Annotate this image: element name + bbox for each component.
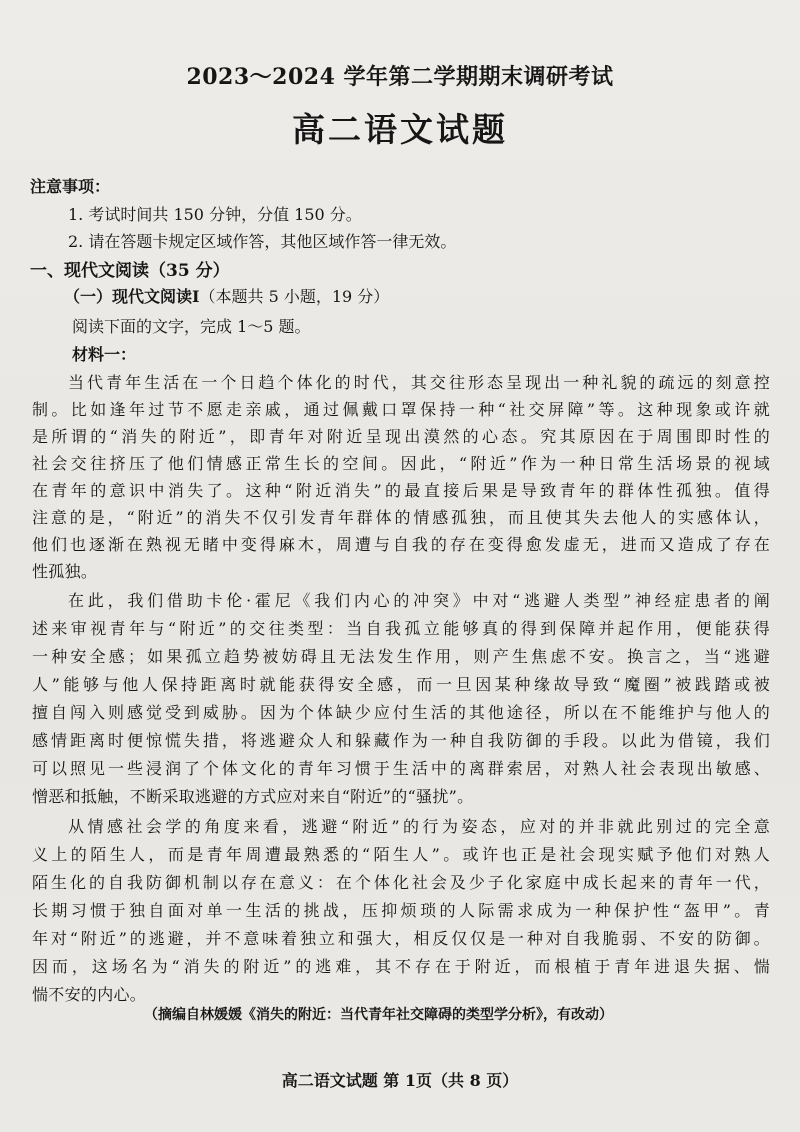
passage-line: 擅自闯入则感觉受到威胁。因为个体缺少应付生活的其他途径，所以在不能维护与他人的 (32, 703, 770, 722)
passage-line: 感情距离时便惊慌失措，将逃避众人和躲藏作为一种自我防御的手段。以此为借镜，我们 (32, 731, 770, 750)
passage-line: 他们也逐渐在熟视无睹中变得麻木，周遭与自我的存在变得愈发虚无，进而又造成了存在 (32, 535, 770, 554)
passage-line: 义上的陌生人，而是青年周遭最熟悉的“陌生人”。或许也正是社会现实赋予他们对熟人 (32, 845, 770, 864)
passage-line: 憎恶和抵触，不断采取逃避的方式应对来自“附近”的“骚扰”。 (32, 787, 474, 806)
passage-line: 因而，这场名为“消失的附近”的逃难，其不存在于附近，而根植于青年进退失据、惴 (32, 957, 770, 976)
passage-line: 注意的是，“附近”的消失不仅引发青年群体的情感孤独，而且使其失去他人的实感体认， (32, 508, 770, 527)
passage-line: 在青年的意识中消失了。这种“附近消失”的最直接后果是导致青年的群体性孤独。值得 (32, 481, 770, 500)
passage-line: 人”能够与他人保持距离时就能获得安全感，而一旦因某种缘故导致“魔圈”被践踏或被 (32, 675, 770, 694)
passage-line: 陌生化的自我防御机制以存在意义：在个体化社会及少子化家庭中成长起来的青年一代， (32, 873, 770, 892)
notice-item: 2. 请在答题卡规定区域作答，其他区域作答一律无效。 (68, 232, 457, 251)
material-label: 材料一： (72, 345, 137, 364)
subsection-detail: （本题共 5 小题，19 分） (199, 287, 390, 306)
passage-line: 在此，我们借助卡伦·霍尼《我们内心的冲突》中对“逃避人类型”神经症患者的阐 (68, 591, 770, 610)
page-footer: 高二语文试题 第 1页（共 8 页） (281, 1071, 519, 1090)
passage-line: 是所谓的“消失的附近”，即青年对附近呈现出漠然的心态。究其原因在于周围即时性的 (32, 427, 770, 446)
passage-line: 性孤独。 (32, 562, 98, 581)
passage-line: 可以照见一些浸润了个体文化的青年习惯于生活中的离群索居，对熟人社会表现出敏感、 (32, 759, 770, 778)
passage-line: 从情感社会学的角度来看，逃避“附近”的行为姿态，应对的并非就此别过的完全意 (68, 817, 770, 836)
passage-line: 一种安全感；如果孤立趋势被妨碍且无法发生作用，则产生焦虑不安。换言之，当“逃避 (32, 647, 770, 666)
passage-line: 社会交往挤压了他们情感正常生长的空间。因此，“附近”作为一种日常生活场景的视域 (32, 454, 770, 473)
passage-line: 当代青年生活在一个日趋个体化的时代，其交往形态呈现出一种礼貌的疏远的刻意控 (68, 373, 770, 392)
passage-line: 年对“附近”的逃避，并不意味着独立和强大，相反仅仅是一种对自我脆弱、不安的防御。 (32, 929, 770, 948)
subsection-name: （一）现代文阅读Ⅰ (64, 287, 200, 306)
passage-line: 长期习惯于独自面对单一生活的挑战，压抑烦琐的人际需求成为一种保护性“盔甲”。青 (32, 901, 770, 920)
passage-line: 述来审视青年与“附近”的交往类型：当自我孤立能够真的得到保障并起作用，便能获得 (32, 619, 770, 638)
paper-title: 高二语文试题 (292, 110, 508, 149)
section-heading: 一、现代文阅读（35 分） (30, 261, 230, 281)
source-citation: （摘编自林媛媛《消失的附近：当代青年社交障碍的类型学分析》，有改动） (144, 1007, 613, 1023)
notice-heading: 注意事项： (30, 177, 111, 196)
exam-title: 2023～2024 学年第二学期期末调研考试 (186, 64, 614, 90)
passage-line: 制。比如逢年过节不愿走亲戚，通过佩戴口罩保持一种“社交屏障”等。这种现象或许就 (32, 400, 770, 419)
reading-instruction: 阅读下面的文字，完成 1～5 题。 (72, 317, 311, 336)
subsection-heading (64, 284, 389, 307)
passage-line: 惴不安的内心。 (32, 985, 147, 1004)
notice-item: 1. 考试时间共 150 分钟，分值 150 分。 (68, 205, 362, 224)
